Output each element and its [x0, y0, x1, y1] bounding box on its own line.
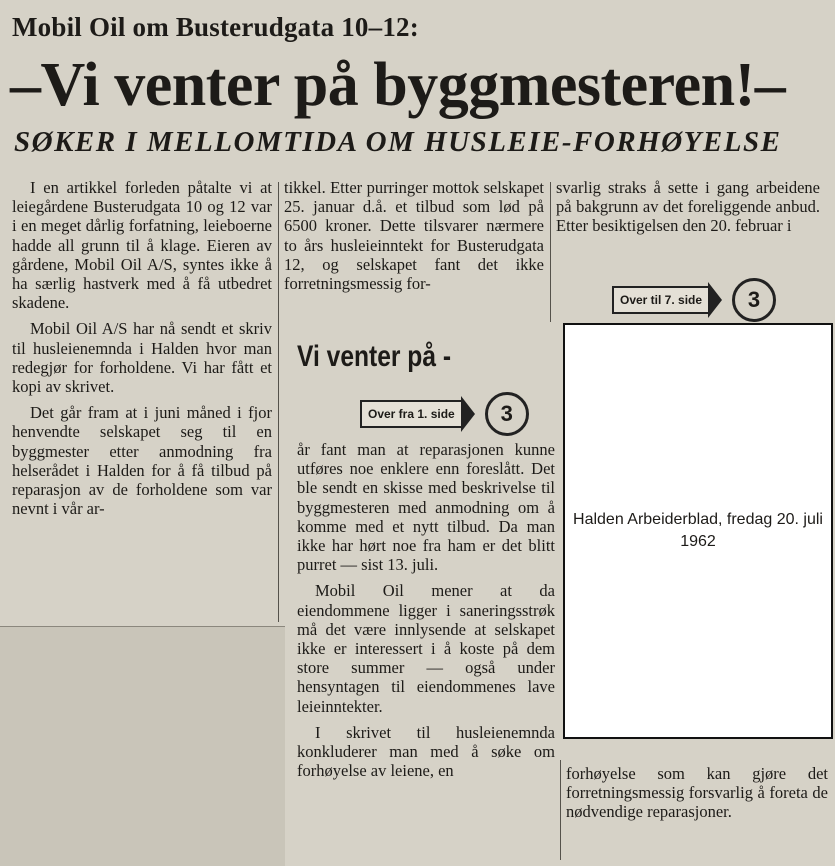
article-subhead: Mobil Oil om Busterudgata 10–12:: [12, 12, 419, 42]
jump-in-marker: [360, 392, 529, 436]
article-column-3: [556, 178, 820, 243]
jump-arrow: Over fra 1. side: [360, 400, 461, 428]
paragraph: forhøyelse som kan gjøre det forretningsmessig forsvarlig å foreta de nødvendige reparasjoner.: [566, 764, 828, 822]
article-deck: SØKER I MELLOMTIDA OM HUSLEIE-FORHØYELSE: [14, 126, 782, 158]
paragraph: Det går fram at i juni måned i fjor henvendte selskapet seg til en byggmester etter anmodning fra helserådet i Halden for å få tilbud på reparasjon av de forholdene som var nevnt i vår ar-: [12, 403, 272, 519]
source-caption: [563, 323, 833, 739]
paragraph: år fant man at reparasjonen kunne utføres noe enklere enn foreslått. Det ble sendt en skisse med beskrivelse til byggmesteren med anmodning om å komme med et nytt tilbud. Da man ikke har hørt noe fra ham er det blitt purret — sist 13. juli.: [297, 440, 555, 575]
paragraph: Mobil Oil A/S har nå sendt et skriv til husleienemnda i Halden hvor man redegjør for forholdene. Vi har fått et kopi av skrivet.: [12, 319, 272, 397]
column-rule: [560, 760, 561, 860]
column-rule: [550, 182, 551, 322]
caption-text: Halden Arbeiderblad, fredag 20. juli 1962: [573, 511, 823, 550]
article-column-5: [566, 764, 828, 829]
paragraph: Mobil Oil mener at da eiendommene ligger i saneringsstrøk må det være innlysende at selskapet ikke er interessert i å koste på dem store summer — også under hensyntagen til eiendommenes lave leieinntekter.: [297, 581, 555, 716]
paragraph: I en artikkel forleden påtalte vi at leiegårdene Busterudgata 10 og 12 var i en meget dårlig forfatning, leieboerne hadde all grunn til å klage. Eieren av gårdene, Mobil Oil A/S, syntes ikke å ha særlig hastverk med å få utbedret skadene.: [12, 178, 272, 313]
page-number-badge: 3: [732, 278, 776, 322]
jump-arrow: Over til 7. side: [612, 286, 708, 314]
paragraph: tikkel. Etter purringer mottok selskapet 25. januar d.å. et tilbud som lød på 6500 kroner. Dette tilsvarer nærmere to års husleieinntekt for Busterudgata 12, og selskapet fant det ikke forretningsmessig for-: [284, 178, 544, 294]
article-headline: –Vi venter på byggmesteren!–: [10, 51, 786, 119]
paragraph: svarlig straks å sette i gang arbeidene på bakgrunn av det foreliggende anbud. Etter besiktigelsen den 20. februar i: [556, 178, 820, 236]
article-column-1: [12, 178, 272, 525]
continuation-heading: Vi venter på -: [297, 340, 452, 373]
page-number-badge: 3: [485, 392, 529, 436]
paragraph: I skrivet til husleienemnda konkluderer man med å søke om forhøyelse av leiene, en: [297, 722, 555, 781]
article-column-2: [284, 178, 544, 300]
column-rule: [278, 182, 279, 622]
jump-out-marker: [612, 278, 776, 322]
article-column-4: [297, 440, 555, 787]
